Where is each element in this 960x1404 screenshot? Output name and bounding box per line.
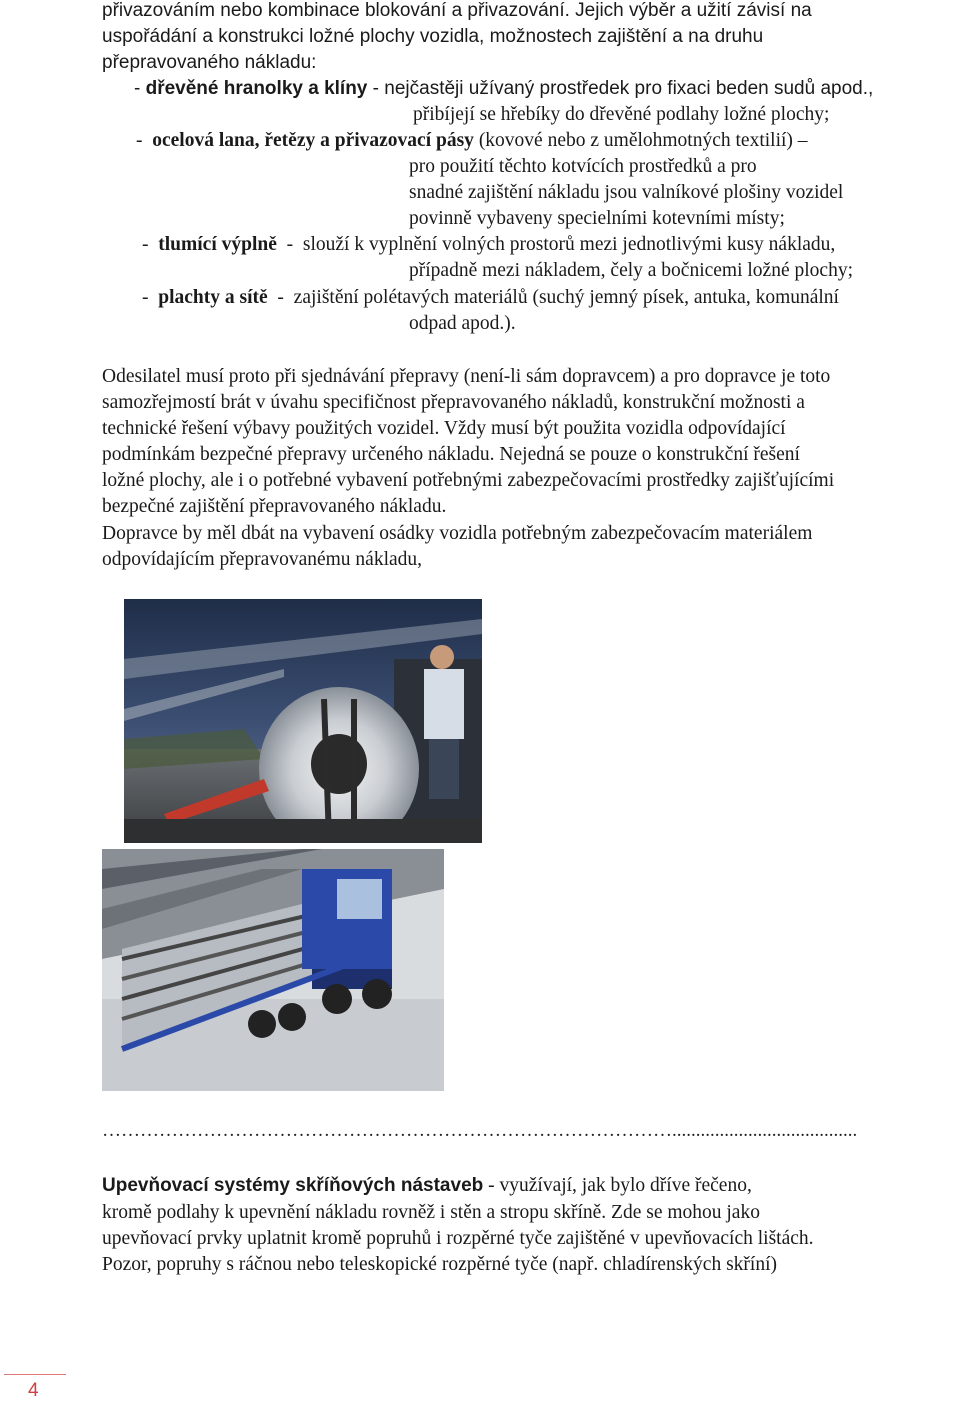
list-dash: - xyxy=(142,287,149,308)
list-item-fill-cont: případně mezi nákladem, čely a bočnicemi ložné plochy; xyxy=(409,260,853,281)
list-text: zajištění polétavých materiálů (suchý jemný písek, antuka, komunální xyxy=(293,287,839,308)
list-item-tarps-cont: odpad apod.). xyxy=(409,313,516,334)
page-number: 4 xyxy=(28,1380,39,1401)
list-item-fill xyxy=(142,234,835,256)
list-dash: - xyxy=(136,130,143,151)
list-term: ocelová lana, řetězy a přivazovací pásy xyxy=(152,130,474,151)
list-item-ropes-cont-3: povinně vybaveny specielními kotevními místy; xyxy=(409,208,785,229)
list-dash: - xyxy=(134,78,141,99)
list-item-tarps xyxy=(142,287,839,309)
list-term: tlumící výplně xyxy=(158,234,277,255)
list-term: dřevěné hranolky a klíny xyxy=(145,78,368,99)
para1-line-4: podmínkám bezpečné přepravy určeného nákladu. Nejedná se pouze o konstrukční řešení xyxy=(102,444,800,465)
list-item-wood xyxy=(134,78,873,100)
list-sep: - xyxy=(286,234,294,255)
section-line-3: upevňovací prvky uplatnit kromě popruhů i rozpěrné tyče zajištěné v upevňovacích lištách. xyxy=(102,1228,814,1249)
list-sep: - xyxy=(372,78,379,99)
para1-line-2: samozřejmostí brát v úvahu specifičnost přepravovaného nákladů, konstrukční možnosti a xyxy=(102,392,805,413)
list-term: plachty a sítě xyxy=(158,287,268,308)
section-heading: Upevňovací systémy skříňových nástaveb xyxy=(102,1175,484,1196)
section-line-2: kromě podlahy k upevnění nákladu rovněž i stěn a stropu skříně. Zde se mohou jako xyxy=(102,1202,760,1223)
list-item-ropes-cont-2: snadné zajištění nákladu jsou valníkové plošiny vozidel xyxy=(409,182,844,203)
truck-photo xyxy=(102,849,444,1091)
para1-line-3: technické řešení výbavy použitých vozidel. Vždy musí být použita vozidla odpovídající xyxy=(102,418,786,439)
para1-line-6: bezpečné zajištění přepravovaného nákladu. xyxy=(102,496,447,517)
truck-illustration xyxy=(102,849,444,1091)
section-line-4: Pozor, popruhy s ráčnou nebo teleskopické rozpěrné tyče (např. chladírenských skříní) xyxy=(102,1254,777,1275)
page-number-rule xyxy=(4,1374,66,1375)
para2-line-1: Dopravce by měl dbát na vybavení osádky vozidla potřebným zabezpečovacím materiálem xyxy=(102,523,813,544)
intro-line-2: uspořádání a konstrukci ložné plochy vozidla, možnostech zajištění a na druhu xyxy=(102,26,764,47)
list-text: slouží k vyplnění volných prostorů mezi jednotlivými kusy nákladu, xyxy=(302,234,836,255)
section-heading-rest: - využívají, jak bylo dříve řečeno, xyxy=(483,1175,752,1196)
para1-line-5: ložné plochy, ale i o potřebné vybavení potřebnými zabezpečovacími prostředky zajišťujícími xyxy=(102,470,835,491)
intro-line-3: přepravovaného nákladu: xyxy=(102,52,317,73)
list-sep: - xyxy=(277,287,284,308)
list-item-wood-cont: přibíjejí se hřebíky do dřevěné podlahy ložné plochy; xyxy=(413,104,830,125)
list-text: (kovové nebo z umělohmotných textilií) – xyxy=(478,130,808,151)
steel-coil-illustration xyxy=(124,599,482,843)
dotted-separator: ………………………………………………………………………………....................................... xyxy=(102,1120,858,1141)
list-item-ropes xyxy=(136,130,808,152)
list-item-ropes-cont-1: pro použití těchto kotvících prostředků a pro xyxy=(409,156,757,177)
intro-line-1: přivazováním nebo kombinace blokování a přivazování. Jejich výběr a užití závisí na xyxy=(102,0,812,21)
para2-line-2: odpovídajícím přepravovanému nákladu, xyxy=(102,549,423,570)
steel-coil-photo xyxy=(124,599,482,843)
section-heading-line xyxy=(102,1175,752,1197)
para1-line-1: Odesilatel musí proto při sjednávání přepravy (není-li sám dopravcem) a pro dopravce je toto xyxy=(102,366,831,387)
list-text: nejčastěji užívaný prostředek pro fixaci beden sudů apod., xyxy=(384,78,874,99)
list-dash: - xyxy=(142,234,149,255)
